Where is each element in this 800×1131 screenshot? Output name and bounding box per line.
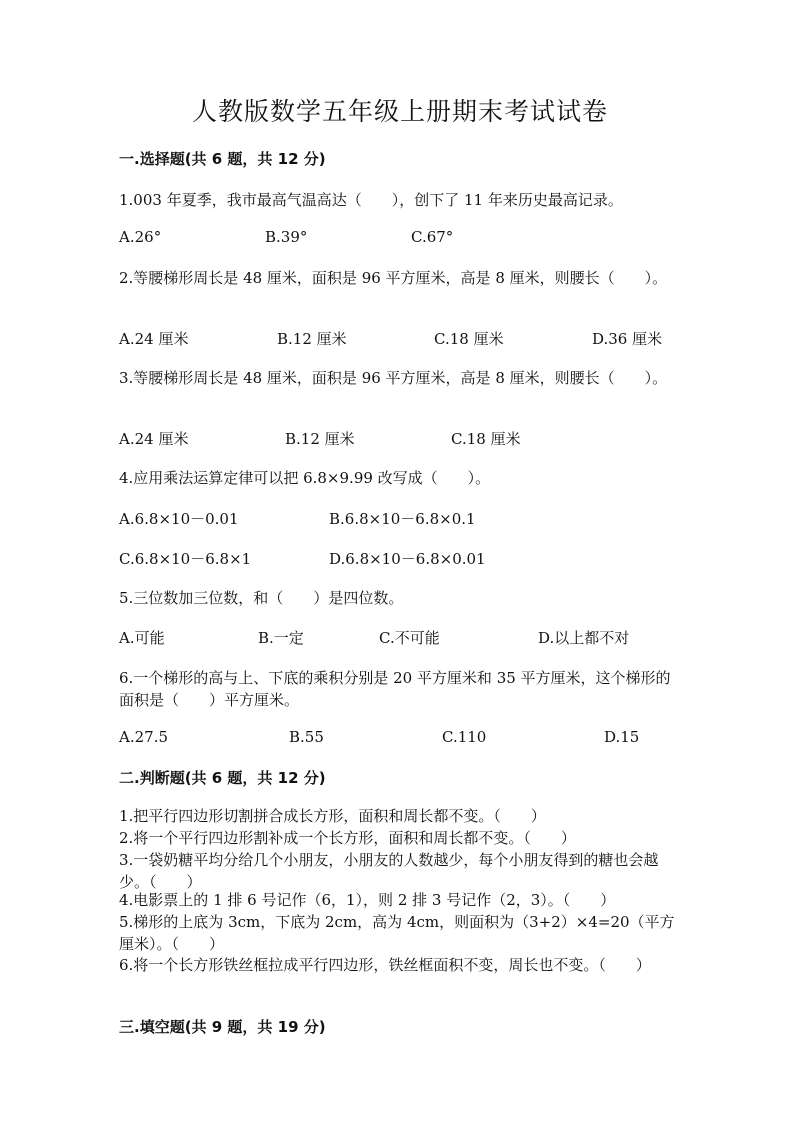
option-c: C.18 厘米 xyxy=(434,330,504,348)
option-b: B.12 厘米 xyxy=(277,330,347,348)
judge-question: 6.将一个长方形铁丝框拉成平行四边形，铁丝框面积不变，周长也不变。（ ） xyxy=(119,956,651,974)
judge-question: 5.梯形的上底为 3cm，下底为 2cm，高为 4cm，则面积为（3+2）×4=20（平方厘米）。（ ） xyxy=(119,913,675,953)
question-stem: 4.应用乘法运算定律可以把 6.8×9.99 改写成（ ）。 xyxy=(119,469,491,487)
question-stem: 1.003 年夏季，我市最高气温高达（ ），创下了 11 年来历史最高记录。 xyxy=(119,191,623,209)
option-c: C.不可能 xyxy=(379,629,440,647)
question-stem: 6.一个梯形的高与上、下底的乘积分别是 20 平方厘米和 35 平方厘米，这个梯形的面积是（ ）平方厘米。 xyxy=(119,669,671,709)
option-a: A.27.5 xyxy=(119,728,168,746)
option-c: C.67° xyxy=(411,228,454,246)
section-heading-choice: 一.选择题(共 6 题，共 12 分) xyxy=(119,150,326,168)
option-a: A.26° xyxy=(119,228,162,246)
option-b: B.39° xyxy=(265,228,308,246)
option-d: D.以上都不对 xyxy=(538,629,630,647)
option-c: C.110 xyxy=(442,728,487,746)
question-stem: 3.等腰梯形周长是 48 厘米，面积是 96 平方厘米，高是 8 厘米，则腰长（ ）。 xyxy=(119,369,668,387)
option-a: A.可能 xyxy=(119,629,165,647)
option-b: B.55 xyxy=(289,728,324,746)
question-stem: 5.三位数加三位数，和（ ）是四位数。 xyxy=(119,589,404,607)
judge-question: 4.电影票上的 1 排 6 号记作（6，1），则 2 排 3 号记作（2，3）。（ ） xyxy=(119,891,616,909)
option-d: D.6.8×10－6.8×0.01 xyxy=(329,550,486,568)
page-title: 人教版数学五年级上册期末考试试卷 xyxy=(191,97,608,126)
judge-question: 2.将一个平行四边形割补成一个长方形，面积和周长都不变。（ ） xyxy=(119,829,576,847)
option-a: A.6.8×10－0.01 xyxy=(119,510,239,528)
option-d: D.36 厘米 xyxy=(592,330,663,348)
section-heading-fill: 三.填空题(共 9 题，共 19 分) xyxy=(119,1018,326,1036)
judge-question: 1.把平行四边形切割拼合成长方形，面积和周长都不变。（ ） xyxy=(119,807,546,825)
option-a: A.24 厘米 xyxy=(119,430,189,448)
option-b: B.12 厘米 xyxy=(285,430,355,448)
option-b: B.一定 xyxy=(258,629,304,647)
option-c: C.18 厘米 xyxy=(451,430,521,448)
question-stem: 2.等腰梯形周长是 48 厘米，面积是 96 平方厘米，高是 8 厘米，则腰长（ ）。 xyxy=(119,269,668,287)
section-heading-judge: 二.判断题(共 6 题，共 12 分) xyxy=(119,769,326,787)
option-a: A.24 厘米 xyxy=(119,330,189,348)
judge-question: 3.一袋奶糖平均分给几个小朋友，小朋友的人数越少，每个小朋友得到的糖也会越少。（ ） xyxy=(119,851,659,891)
option-d: D.15 xyxy=(604,728,640,746)
option-b: B.6.8×10－6.8×0.1 xyxy=(329,510,476,528)
option-c: C.6.8×10－6.8×1 xyxy=(119,550,252,568)
